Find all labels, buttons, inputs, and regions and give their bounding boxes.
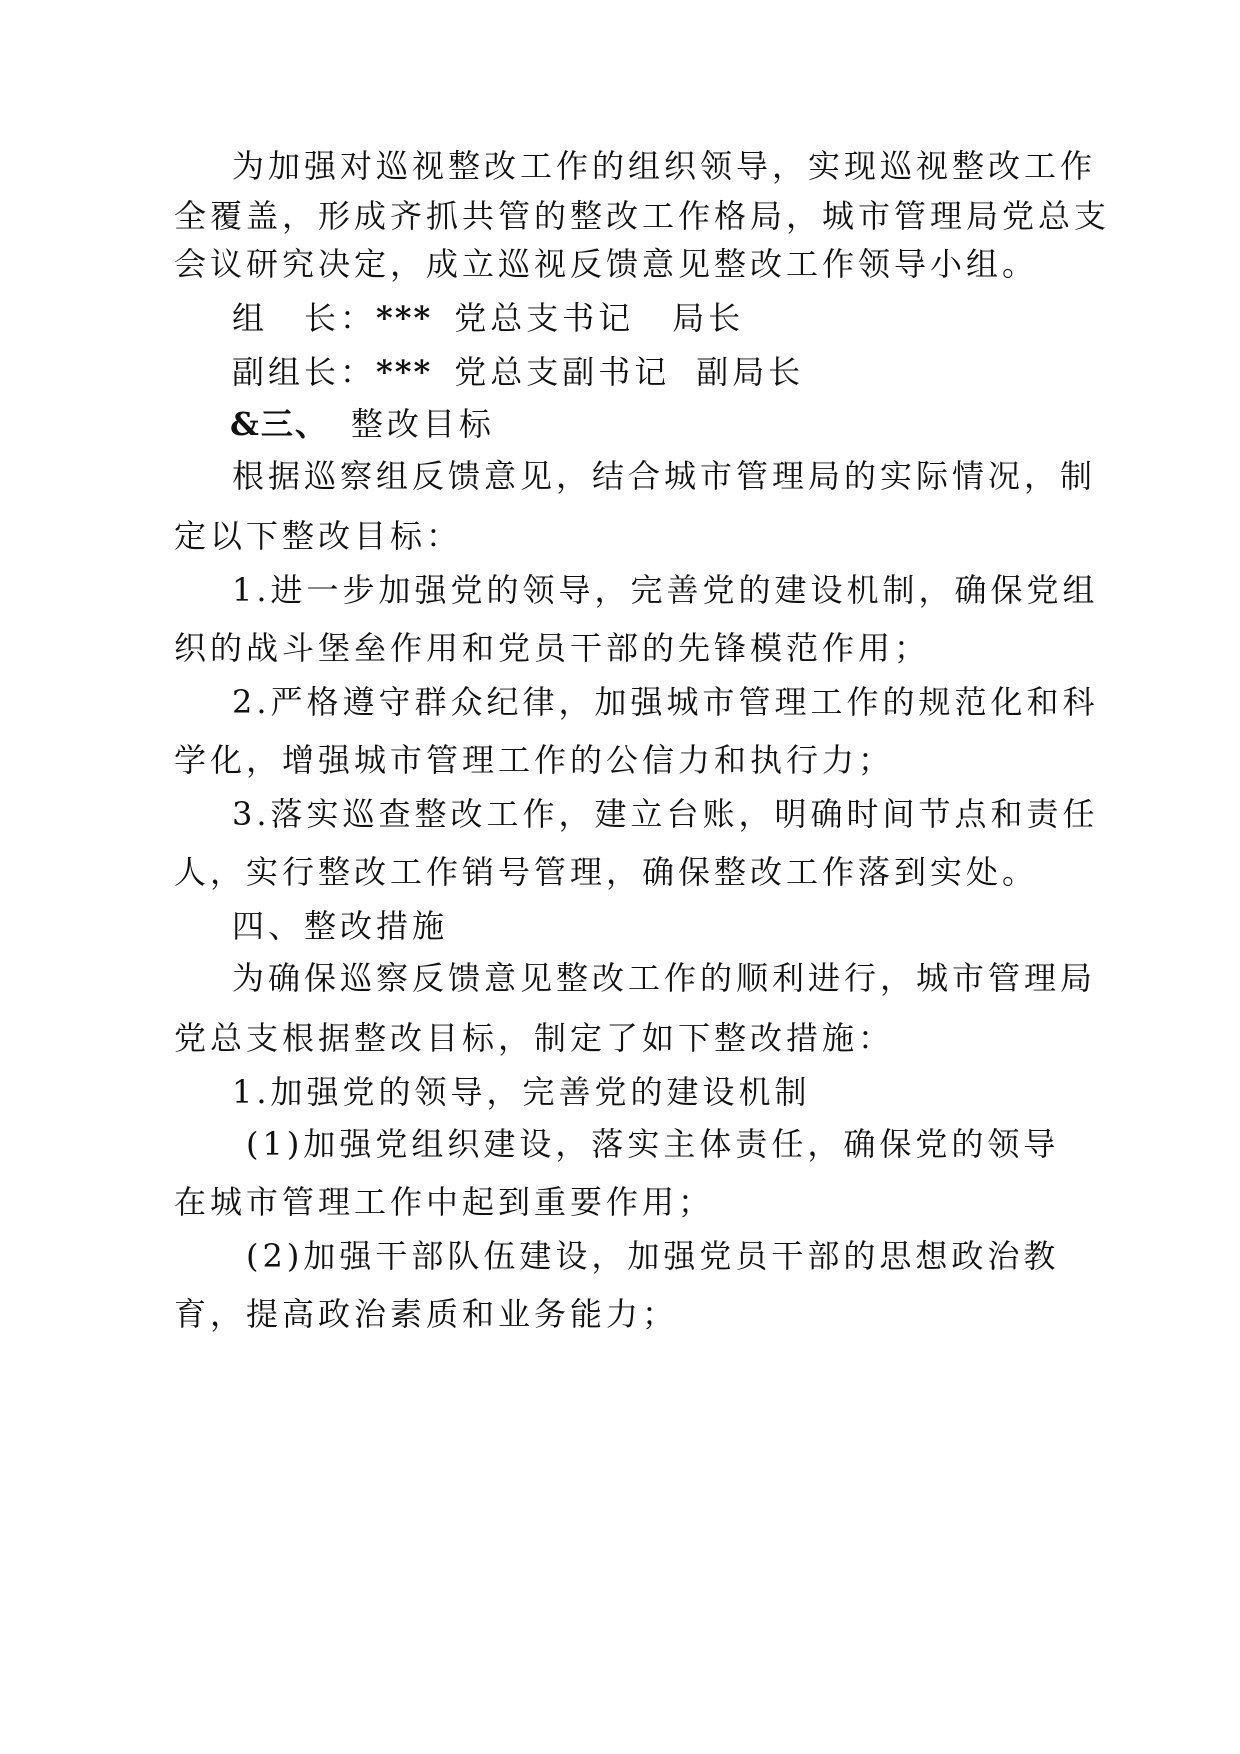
intro-line-3: 会议研究决定，成立巡视反馈意见整改工作领导小组。 <box>174 245 1039 283</box>
goal-1-line-1: 1.进一步加强党的领导，完善党的建设机制，确保党组 <box>232 571 1099 609</box>
section-4-heading: 四、整改措施 <box>232 907 449 945</box>
intro-line-1: 为加强对巡视整改工作的组织领导，实现巡视整改工作 <box>232 147 1097 185</box>
deputy-name: *** <box>376 353 433 391</box>
measure-1-title: 1.加强党的领导，完善党的建设机制 <box>232 1073 811 1111</box>
leader-admin-role: 局长 <box>672 299 745 337</box>
measures-intro-line-1: 为确保巡察反馈意见整改工作的顺利进行，城市管理局 <box>232 959 1097 997</box>
measure-1-item-2-line-2: 育，提高政治素质和业务能力； <box>174 1295 679 1333</box>
deputy-line <box>0 348 1240 396</box>
deputy-label: 副组长： <box>232 353 377 391</box>
section-3-title: 整改目标 <box>350 405 495 443</box>
deputy-party-role: 党总支副书记 <box>454 353 671 391</box>
leader-line <box>0 294 1240 342</box>
leader-party-role: 党总支书记 <box>454 299 635 337</box>
goal-2-line-1: 2.严格遵守群众纪律，加强城市管理工作的规范化和科 <box>232 683 1099 721</box>
goal-1-line-2: 织的战斗堡垒作用和党员干部的先锋模范作用； <box>174 629 931 667</box>
goals-intro-line-2: 定以下整改目标： <box>174 517 463 555</box>
intro-line-2: 全覆盖，形成齐抓共管的整改工作格局，城市管理局党总支 <box>174 197 1111 235</box>
leader-name: *** <box>376 299 433 337</box>
leader-label: 组 长： <box>232 299 377 337</box>
goal-3-line-1: 3.落实巡查整改工作，建立台账，明确时间节点和责任 <box>232 795 1099 833</box>
deputy-admin-role: 副局长 <box>696 353 805 391</box>
goals-intro-line-1: 根据巡察组反馈意见，结合城市管理局的实际情况，制 <box>232 457 1097 495</box>
measure-1-item-1-line-2: 在城市管理工作中起到重要作用； <box>174 1183 715 1221</box>
goal-3-line-2: 人，实行整改工作销号管理，确保整改工作落到实处。 <box>174 853 1039 891</box>
goal-2-line-2: 学化，增强城市管理工作的公信力和执行力； <box>174 741 895 779</box>
measure-1-item-1-line-1: (1)加强党组织建设，落实主体责任，确保党的领导 <box>246 1125 1060 1163</box>
section-3-heading <box>0 400 1240 448</box>
section-3-number: &三、 <box>230 405 329 443</box>
measures-intro-line-2: 党总支根据整改目标，制定了如下整改措施： <box>174 1019 895 1057</box>
measure-1-item-2-line-1: (2)加强干部队伍建设，加强党员干部的思想政治教 <box>246 1237 1060 1275</box>
